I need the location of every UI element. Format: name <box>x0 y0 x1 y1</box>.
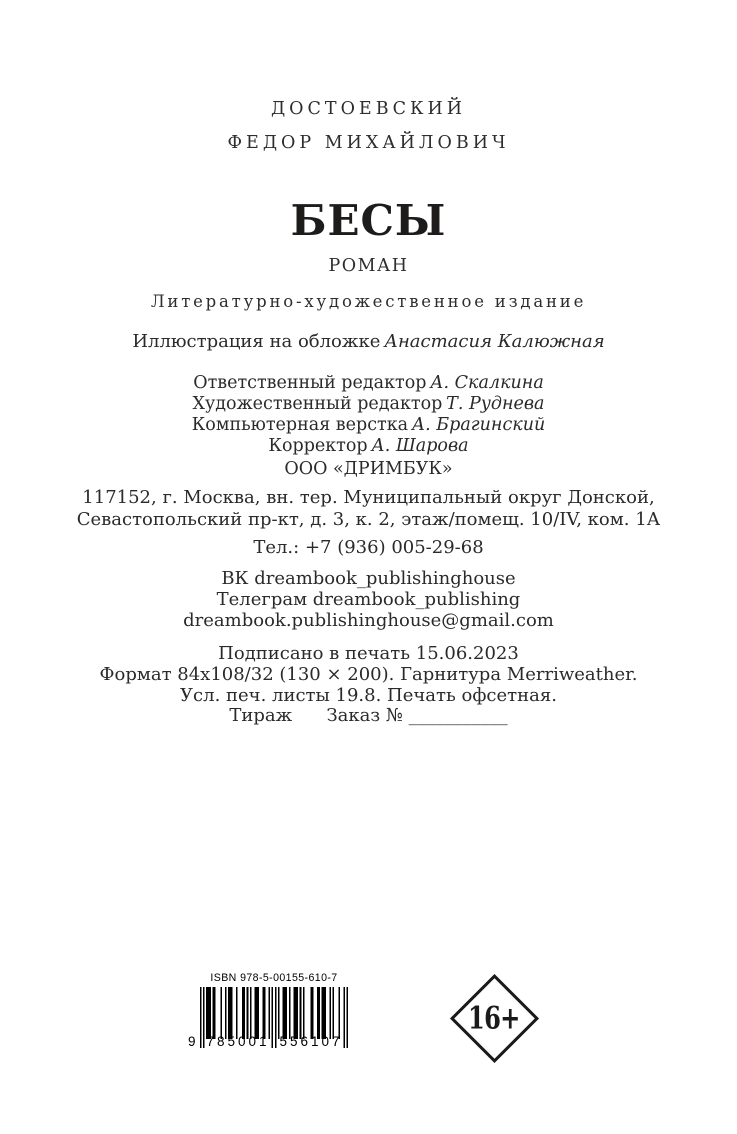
staff-name: А. Шарова <box>371 436 469 456</box>
publisher-name: ООО «ДРИМБУК» <box>284 459 453 479</box>
staff-name: А. Скалкина <box>430 373 544 393</box>
staff-name: Т. Руднева <box>446 394 545 414</box>
address-line: 117152, г. Москва, вн. тер. Муниципальный округ Донской, <box>82 487 655 508</box>
print-sheets-line: Усл. печ. листы 19.8. Печать офсетная. <box>180 684 557 706</box>
cover-credit-label: Иллюстрация на обложке <box>132 331 381 352</box>
staff-row <box>0 415 737 436</box>
staff-role: Корректор <box>268 436 368 456</box>
print-info-block <box>0 644 737 727</box>
age-rating-label: 16+ <box>468 1000 521 1037</box>
age-rating-diamond-icon <box>450 974 539 1063</box>
staff-role: Художественный редактор <box>192 394 443 414</box>
staff-row <box>0 373 737 394</box>
age-rating-badge <box>452 976 537 1061</box>
book-title: БЕСЫ <box>290 196 447 245</box>
publisher-address <box>0 487 737 531</box>
isbn-barcode <box>188 971 350 1048</box>
barcode-digit-first: 9 <box>188 1034 196 1049</box>
vk-handle: ВК dreambook_publishinghouse <box>221 568 516 589</box>
telegram-handle: Телеграм dreambook_publishing <box>216 588 521 610</box>
staff-row <box>0 436 737 457</box>
isbn-label: ISBN 978-5-00155-610-7 <box>210 972 338 984</box>
email-address: dreambook.publishinghouse@gmail.com <box>183 609 554 631</box>
barcode-digit-left: 785001 <box>206 1034 270 1049</box>
barcode-digits <box>188 1034 350 1050</box>
cover-credit-name: Анастасия Калюжная <box>384 331 605 352</box>
contacts-block <box>0 569 737 631</box>
staff-block <box>0 373 737 457</box>
staff-name: А. Брагинский <box>411 415 546 435</box>
staff-role: Ответственный редактор <box>193 373 427 393</box>
publisher-phone: Тел.: +7 (936) 005-29-68 <box>253 537 484 558</box>
print-date-line: Подписано в печать 15.06.2023 <box>218 643 519 664</box>
edition-type: Литературно-художественное издание <box>150 292 587 311</box>
book-subtitle: РОМАН <box>328 256 409 276</box>
print-format-line: Формат 84x108/32 (130 × 200). Гарнитура Merriweather. <box>99 663 638 685</box>
author-given-name: ФЕДОР МИХАЙЛОВИЧ <box>227 133 510 153</box>
address-line: Севастопольский пр-кт, д. 3, к. 2, этаж/помещ. 10/IV, ком. 1А <box>76 509 661 530</box>
staff-role: Компьютерная верстка <box>191 415 409 435</box>
author-surname: ДОСТОЕВСКИЙ <box>270 99 467 119</box>
barcode-digit-right: 556107 <box>279 1034 343 1049</box>
cover-credit <box>0 331 737 352</box>
print-order-line: Тираж Заказ № ___________ <box>229 705 508 727</box>
staff-row <box>0 394 737 415</box>
